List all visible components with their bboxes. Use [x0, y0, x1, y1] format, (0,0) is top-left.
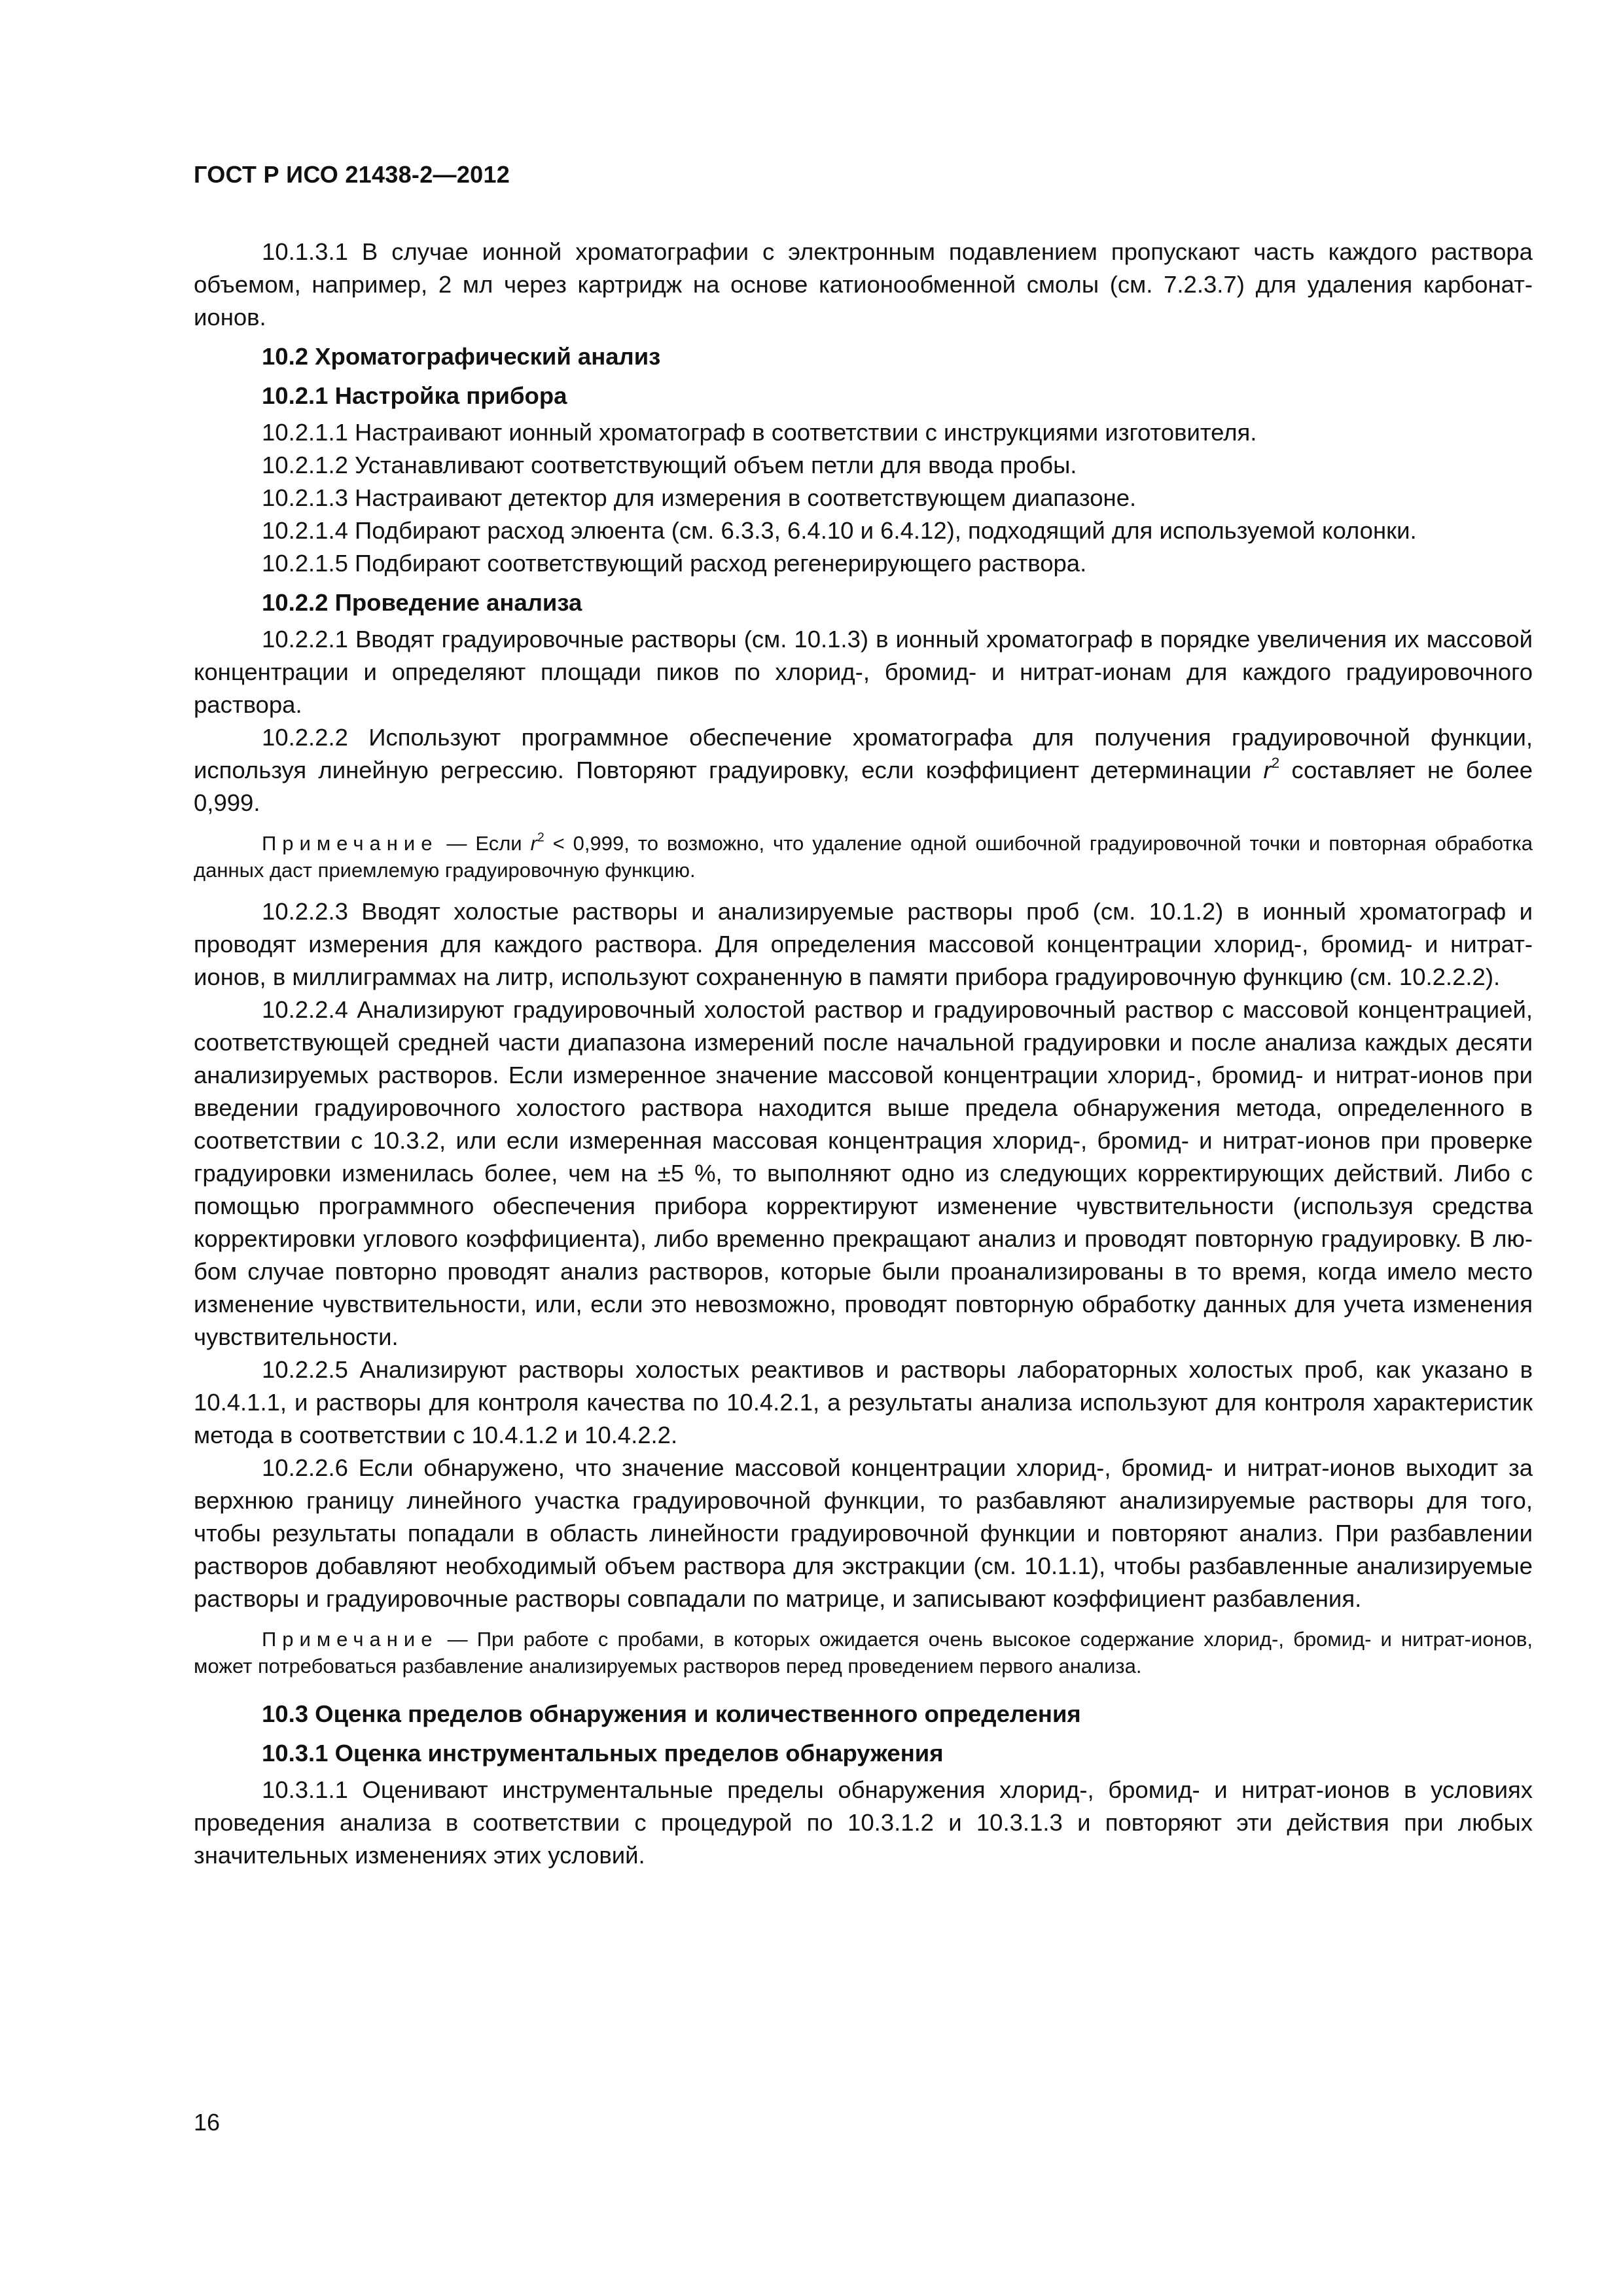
- note-dash-text: — Если: [438, 832, 531, 855]
- note-1-text: < 0,999, то возможно, что удаление одной ошибочной градуировочной точки и повторная обработка данных даст приемлемую градуировочную функцию.: [194, 832, 1533, 882]
- paragraph-10-2-2-3: 10.2.2.3 Вводят холостые растворы и анализируемые растворы проб (см. 10.1.2) в ионный хроматограф и проводят измерения для каждого раствора. Для определения массовой концентрации хлорид-, бромид- и нитрат-ионов, в миллиграммах на литр, используют сохраненную в памяти прибора градуировочную функцию (см. 10.2.2.2).: [194, 898, 1533, 990]
- paragraph-10-2-2-1: 10.2.2.1 Вводят градуировочные растворы (см. 10.1.3) в ионный хроматограф в порядке увеличения их массовой концентрации и определяют площади пиков по хлорид-, бромид- и нитрат-ионам для каждого градуировочного раствора.: [194, 626, 1533, 718]
- paragraph-10-3-1-1: 10.3.1.1 Оценивают инструментальные пределы обнаружения хлорид-, бромид- и нитрат-ионов в условиях проведения анализа в соответствии с процедурой по 10.3.1.2 и 10.3.1.3 и повторяют эти действия при любых значительных изменениях этих условий.: [194, 1776, 1533, 1869]
- paragraph-10-2-2-2-text-b: составляет не более 0,999.: [194, 757, 1533, 816]
- paragraph-10-2-2-5: 10.2.2.5 Анализируют растворы холостых реактивов и растворы лабораторных холостых проб, как указано в 10.4.1.1, и растворы для контроля качества по 10.4.2.1, а результаты анализа используют для контроля характеристик метода в соответствии с 10.4.1.2 и 10.4.2.2.: [194, 1356, 1533, 1448]
- note-label: Примечание: [262, 1628, 438, 1651]
- paragraph-10-2-2-4: 10.2.2.4 Анализируют градуировочный холостой раствор и градуировочный раствор с массовой концентрацией, соответствующей средней части диапазона измерений после начальной градуировки и после анализа каждых десяти анализируемых растворов. Если измеренное значение массовой концентрации хлорид-, бромид- и нитрат-ионов при введении градуировочного холостого раствора находится выше предела обнаружения метода, определенного в соответствии с 10.3.2, или если измеренная массовая концентрация хлорид-, бромид- и нитрат-ионов при проверке градуировки изменилась более, чем на ±5 %, то выполняют одно из следующих корректирующих действий. Либо с помощью программного обеспечения прибора корректируют изменение чувствительности (используя средства корректировки углового коэффициента), либо временно прекращают анализ и проводят повторную градуировку. В любом случае повторно проводят анализ растворов, которые были проанализированы в то время, когда имело место изменение чувствительности, или, если это невозможно, проводят повторную обработку данных для учета изменения чувствительности.: [194, 996, 1533, 1350]
- paragraph-10-2-1-1: 10.2.1.1 Настраивают ионный хроматограф в соответствии с инструкциями изготовителя.: [262, 419, 1257, 446]
- page-number: 16: [194, 2109, 221, 2136]
- superscript-2: 2: [537, 831, 544, 845]
- r-variable: r: [530, 832, 537, 855]
- heading-10-2: 10.2 Хроматографический анализ: [262, 343, 661, 370]
- heading-10-3-1: 10.3.1 Оценка инструментальных пределов обнаружения: [262, 1740, 944, 1767]
- paragraph-10-2-1-2: 10.2.1.2 Устанавливают соответствующий объем петли для ввода пробы.: [262, 452, 1077, 478]
- heading-10-3: 10.3 Оценка пределов обнаружения и количественного определения: [262, 1700, 1081, 1727]
- document-header: ГОСТ Р ИСО 21438-2—2012: [194, 161, 510, 188]
- note-label: Примечание: [262, 832, 438, 855]
- superscript-2: 2: [1271, 755, 1280, 772]
- paragraph-10-2-1-3: 10.2.1.3 Настраивают детектор для измерения в соответствующем диапазоне.: [262, 484, 1137, 511]
- paragraph-10-2-2-2: [194, 721, 1533, 819]
- heading-10-2-2: 10.2.2 Проведение анализа: [262, 589, 582, 616]
- paragraph-10-1-3-1: 10.1.3.1 В случае ионной хроматографии с электронным подавлением пропускают часть каждого раствора объемом, например, 2 мл через картридж на основе катионообменной смолы (см. 7.2.3.7) для удаления карбонат-ионов.: [194, 238, 1533, 331]
- paragraph-10-2-1-5: 10.2.1.5 Подбирают соответствующий расход регенерирующего раствора.: [262, 550, 1087, 577]
- note-2-text: — При работе с пробами, в которых ожидается очень высокое содержание хлорид-, бромид- и нитрат-ионов, может потребоваться разбавление анализируемых растворов перед проведением первого анализа.: [194, 1628, 1533, 1677]
- heading-10-2-1: 10.2.1 Настройка прибора: [262, 382, 567, 409]
- note-1: [194, 830, 1533, 884]
- r-variable: r: [1263, 757, 1272, 783]
- paragraph-10-2-1-4: 10.2.1.4 Подбирают расход элюента (см. 6.3.3, 6.4.10 и 6.4.12), подходящий для используемой колонки.: [262, 517, 1417, 544]
- document-body: [194, 236, 1533, 1872]
- paragraph-10-2-2-2-text-a: 10.2.2.2 Используют программное обеспечение хроматографа для получения градуировочной функции, используя линейную регрессию. Повторяют градуировку, если коэффициент детерминации: [194, 724, 1533, 783]
- paragraph-10-2-2-6: 10.2.2.6 Если обнаружено, что значение массовой концентрации хлорид-, бромид- и нитрат-ионов выходит за верхнюю границу линейного участка градуировочной функции, то разбавляют анализируемые растворы для того, чтобы результаты попадали в область линейности градуировочной функции и повторяют анализ. При разбавлении растворов добавляют необходимый объем раствора для экстракции (см. 10.1.1), чтобы разбавленные анализируемые растворы и градуировочные растворы совпадали по матрице, и записывают коэффициент разбавления.: [194, 1454, 1533, 1612]
- note-2: [194, 1626, 1533, 1679]
